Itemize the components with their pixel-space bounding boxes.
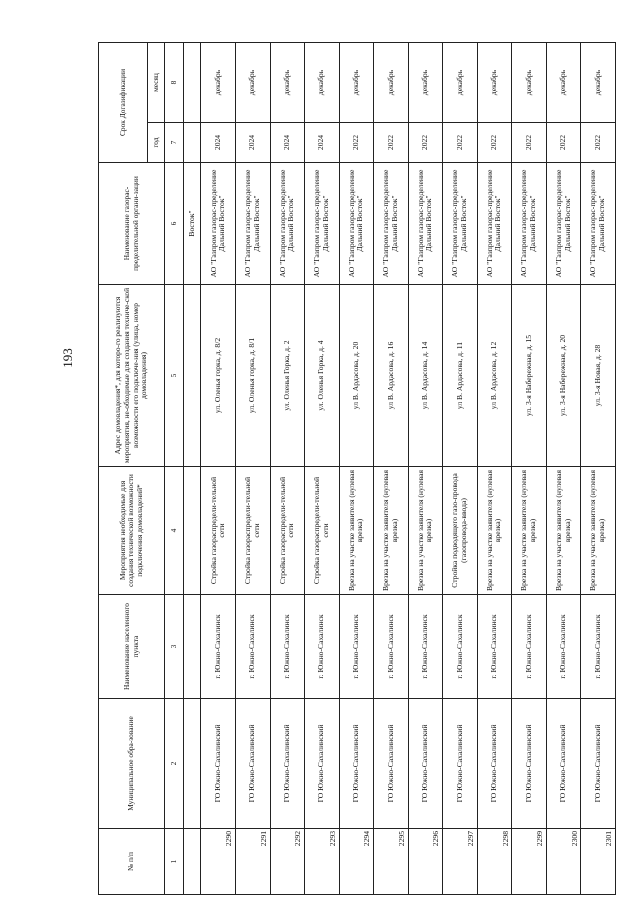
cell-measures: Врезка на участке заявителя (нулевая врезка) <box>374 467 409 595</box>
cell-address: ул В. Ардасова, д. 11 <box>443 285 478 467</box>
rotated-table-wrapper <box>98 43 616 895</box>
cell-address: ул. 3-я Набережная, д. 15 <box>512 285 547 467</box>
header-month: месяц <box>148 43 165 123</box>
column-number: 7 <box>165 123 184 163</box>
table-row <box>270 43 305 895</box>
cell-org: АО "Газпром газорас-пределение Дальний Восток" <box>443 163 478 285</box>
cell-org: АО "Газпром газорас-пределение Дальний Восток" <box>477 163 512 285</box>
cell-settlement: г. Южно-Сахалинск <box>339 595 374 699</box>
table-row <box>477 43 512 895</box>
cell-month: декабрь <box>477 43 512 123</box>
cell-org: АО "Газпром газорас-пределение Дальний Восток" <box>339 163 374 285</box>
cell-org: АО "Газпром газорас-пределение Дальний Восток" <box>235 163 270 285</box>
cell-measures: Стройка газораспредели-тельной сети <box>305 467 340 595</box>
cell-measures: Врезка на участке заявителя (нулевая врезка) <box>477 467 512 595</box>
cell-year: 2022 <box>374 123 409 163</box>
table-body <box>165 43 616 895</box>
table-row <box>512 43 547 895</box>
cell-num: 2300 <box>546 829 581 895</box>
header-deadline: Срок Догазификации <box>99 43 148 163</box>
column-number: 8 <box>165 43 184 123</box>
cell-month: декабрь <box>339 43 374 123</box>
cell-address: ул. 3-я Набережная, д. 20 <box>546 285 581 467</box>
cell-org: АО "Газпром газорас-пределение Дальний Восток" <box>512 163 547 285</box>
header-settlement: Наименование населенного пункта <box>99 595 165 699</box>
cell-address: ул. Оленья Горка, д. 2 <box>270 285 305 467</box>
cell-year: 2022 <box>443 123 478 163</box>
column-number: 6 <box>165 163 184 285</box>
cell-month: декабрь <box>235 43 270 123</box>
cell-settlement: г. Южно-Сахалинск <box>546 595 581 699</box>
cell-month: декабрь <box>581 43 616 123</box>
cell-address: ул В. Ардасова, д. 16 <box>374 285 409 467</box>
cell-num: 2294 <box>339 829 374 895</box>
cell-municipality: ГО Южно-Сахалинский <box>512 699 547 829</box>
cell-municipality: ГО Южно-Сахалинский <box>546 699 581 829</box>
carryover-org-cell: Восток" <box>184 163 201 285</box>
cell-measures: Стройка газораспредели-тельной сети <box>201 467 236 595</box>
table-row <box>443 43 478 895</box>
cell-num: 2299 <box>512 829 547 895</box>
cell-settlement: г. Южно-Сахалинск <box>443 595 478 699</box>
table-row <box>408 43 443 895</box>
cell-org: АО "Газпром газорас-пределение Дальний Восток" <box>408 163 443 285</box>
cell-num: 2298 <box>477 829 512 895</box>
cell-year: 2022 <box>339 123 374 163</box>
cell-org: АО "Газпром газорас-пределение Дальний Восток" <box>270 163 305 285</box>
cell-settlement: г. Южно-Сахалинск <box>374 595 409 699</box>
cell-num: 2291 <box>235 829 270 895</box>
cell-municipality: ГО Южно-Сахалинский <box>477 699 512 829</box>
cell-municipality: ГО Южно-Сахалинский <box>581 699 616 829</box>
carryover-row <box>184 43 201 895</box>
empty-cell <box>184 43 201 123</box>
cell-year: 2024 <box>201 123 236 163</box>
cell-num: 2293 <box>305 829 340 895</box>
cell-year: 2024 <box>235 123 270 163</box>
cell-org: АО "Газпром газорас-пределение Дальний Восток" <box>374 163 409 285</box>
header-address: Адрес домовладения*, для которо-го реализуются мероприятия, не-обходимые для создания техниче-ской возможности его подключе-ния (улица, номер домовладения) <box>99 285 165 467</box>
page-number: 193 <box>60 348 75 368</box>
empty-cell <box>184 595 201 699</box>
cell-municipality: ГО Южно-Сахалинский <box>408 699 443 829</box>
cell-address: ул В. Ардасова, д. 14 <box>408 285 443 467</box>
cell-municipality: ГО Южно-Сахалинский <box>270 699 305 829</box>
cell-measures: Врезка на участке заявителя (нулевая врезка) <box>581 467 616 595</box>
cell-year: 2022 <box>581 123 616 163</box>
cell-year: 2022 <box>546 123 581 163</box>
cell-org: АО "Газпром газорас-пределение Дальний Восток" <box>546 163 581 285</box>
table-row <box>581 43 616 895</box>
cell-num: 2295 <box>374 829 409 895</box>
cell-address: ул. Оленья горка, д. 8/1 <box>235 285 270 467</box>
table-row <box>339 43 374 895</box>
header-num: № п/п <box>99 829 165 895</box>
column-number: 2 <box>165 699 184 829</box>
cell-org: АО "Газпром газорас-пределение Дальний Восток" <box>581 163 616 285</box>
cell-month: декабрь <box>374 43 409 123</box>
cell-month: декабрь <box>201 43 236 123</box>
gasification-table <box>98 42 616 895</box>
cell-year: 2024 <box>270 123 305 163</box>
cell-settlement: г. Южно-Сахалинск <box>201 595 236 699</box>
cell-year: 2024 <box>305 123 340 163</box>
cell-org: АО "Газпром газорас-пределение Дальний Восток" <box>305 163 340 285</box>
cell-measures: Врезка на участке заявителя (нулевая врезка) <box>408 467 443 595</box>
cell-year: 2022 <box>408 123 443 163</box>
header-row <box>99 43 148 895</box>
cell-settlement: г. Южно-Сахалинск <box>581 595 616 699</box>
cell-month: декабрь <box>512 43 547 123</box>
column-number: 4 <box>165 467 184 595</box>
table-row <box>546 43 581 895</box>
column-number: 1 <box>165 829 184 895</box>
empty-cell <box>184 829 201 895</box>
cell-municipality: ГО Южно-Сахалинский <box>305 699 340 829</box>
cell-measures: Стройка газораспредели-тельной сети <box>270 467 305 595</box>
cell-address: ул. Оленья Горка, д. 4 <box>305 285 340 467</box>
cell-municipality: ГО Южно-Сахалинский <box>201 699 236 829</box>
header-municipality: Муниципальное обра-зование <box>99 699 165 829</box>
cell-settlement: г. Южно-Сахалинск <box>305 595 340 699</box>
cell-month: декабрь <box>305 43 340 123</box>
empty-cell <box>184 699 201 829</box>
cell-num: 2297 <box>443 829 478 895</box>
cell-municipality: ГО Южно-Сахалинский <box>339 699 374 829</box>
cell-municipality: ГО Южно-Сахалинский <box>374 699 409 829</box>
cell-year: 2022 <box>477 123 512 163</box>
cell-num: 2296 <box>408 829 443 895</box>
cell-month: декабрь <box>408 43 443 123</box>
cell-month: декабрь <box>546 43 581 123</box>
table-row <box>374 43 409 895</box>
empty-cell <box>184 467 201 595</box>
cell-month: декабрь <box>443 43 478 123</box>
header-org: Наименование газорас-пределительной органи-зации <box>99 163 165 285</box>
cell-municipality: ГО Южно-Сахалинский <box>235 699 270 829</box>
cell-settlement: г. Южно-Сахалинск <box>408 595 443 699</box>
cell-address: ул В. Ардасова, д. 20 <box>339 285 374 467</box>
table-row <box>235 43 270 895</box>
cell-measures: Врезка на участке заявителя (нулевая врезка) <box>512 467 547 595</box>
table-row <box>305 43 340 895</box>
header-measures: Мероприятия необходимые для создания технической возможности подключения домовладений* <box>99 467 165 595</box>
cell-num: 2292 <box>270 829 305 895</box>
cell-year: 2022 <box>512 123 547 163</box>
header-year: год <box>148 123 165 163</box>
empty-cell <box>184 285 201 467</box>
cell-measures: Стройка газораспредели-тельной сети <box>235 467 270 595</box>
cell-settlement: г. Южно-Сахалинск <box>235 595 270 699</box>
cell-num: 2301 <box>581 829 616 895</box>
cell-settlement: г. Южно-Сахалинск <box>477 595 512 699</box>
cell-month: декабрь <box>270 43 305 123</box>
empty-cell <box>184 123 201 163</box>
cell-municipality: ГО Южно-Сахалинский <box>443 699 478 829</box>
cell-measures: Стройка подводящего газо-провода (газопровода-ввода) <box>443 467 478 595</box>
column-numbers-row <box>165 43 184 895</box>
cell-measures: Врезка на участке заявителя (нулевая врезка) <box>339 467 374 595</box>
cell-settlement: г. Южно-Сахалинск <box>270 595 305 699</box>
cell-num: 2290 <box>201 829 236 895</box>
cell-measures: Врезка на участке заявителя (нулевая врезка) <box>546 467 581 595</box>
column-number: 5 <box>165 285 184 467</box>
cell-address: ул. 3-я Новая, д. 28 <box>581 285 616 467</box>
cell-address: ул. Оленья горка, д. 8/2 <box>201 285 236 467</box>
cell-org: АО "Газпром газорас-пределение Дальний Восток" <box>201 163 236 285</box>
cell-settlement: г. Южно-Сахалинск <box>512 595 547 699</box>
table-row <box>201 43 236 895</box>
cell-address: ул В. Ардасова, д. 12 <box>477 285 512 467</box>
column-number: 3 <box>165 595 184 699</box>
